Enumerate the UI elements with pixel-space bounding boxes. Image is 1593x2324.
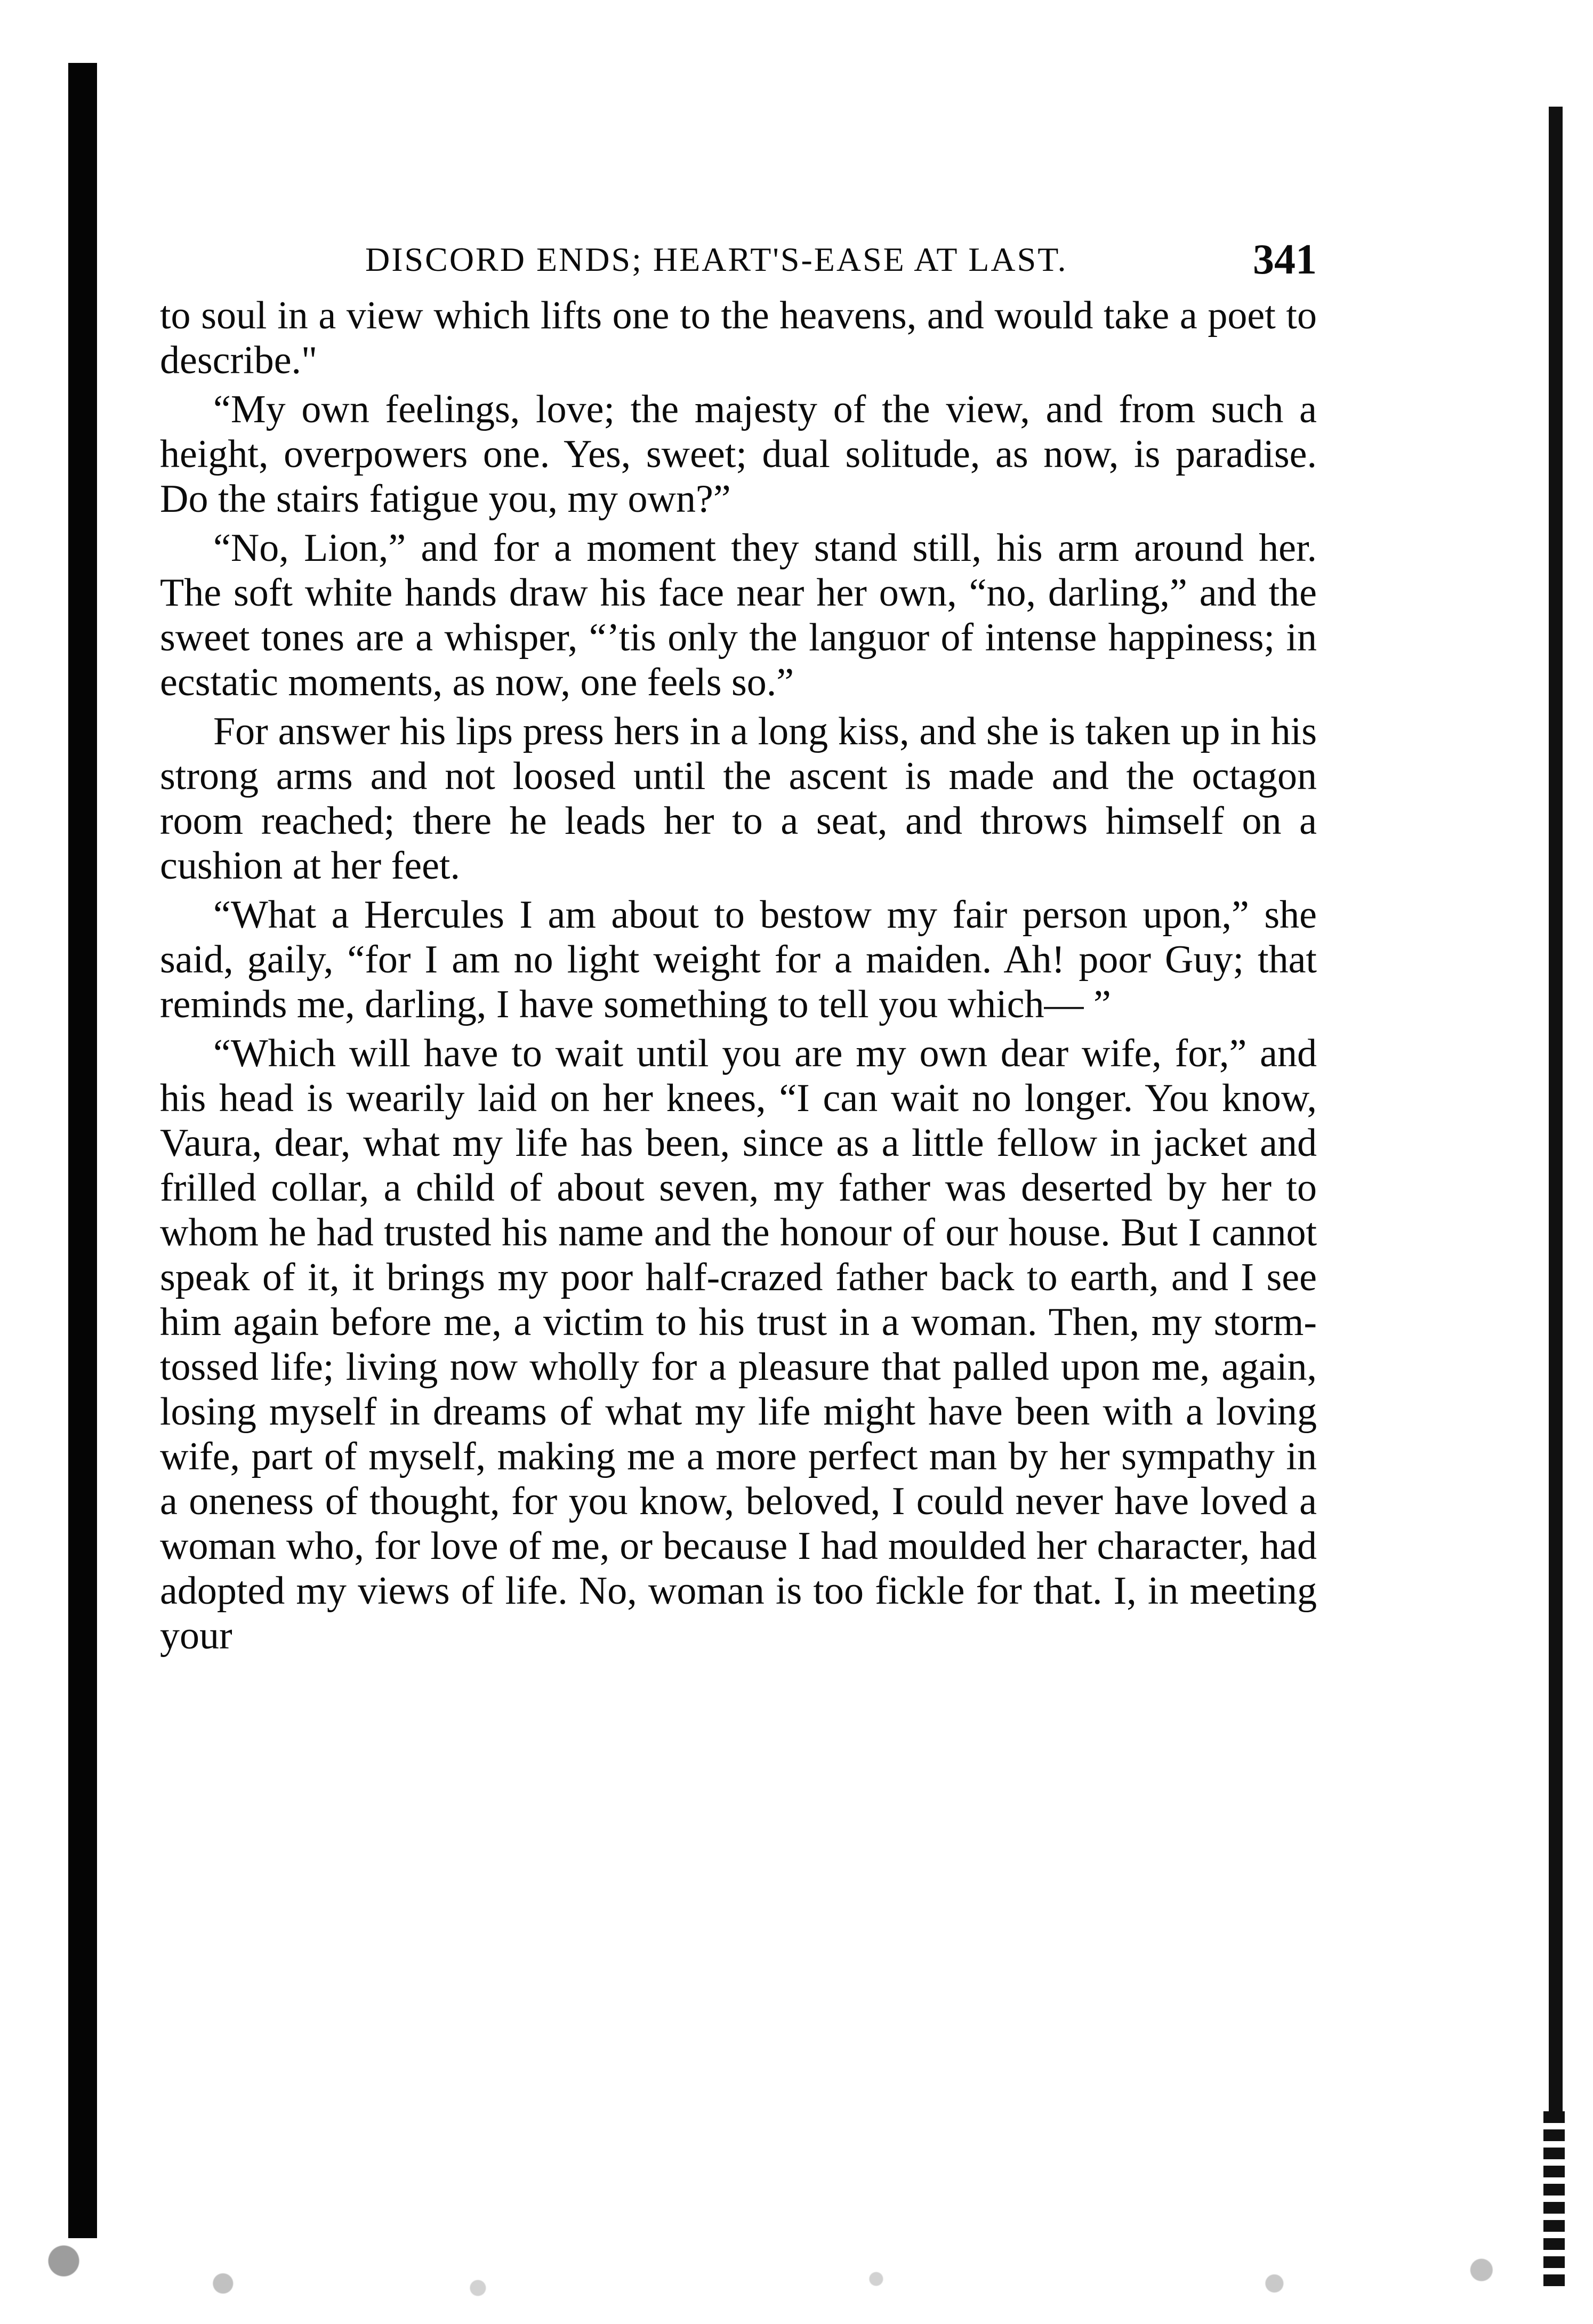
running-head bbox=[160, 224, 1317, 283]
scan-edge-right bbox=[1549, 107, 1563, 2149]
paragraph: to soul in a view which lifts one to the heavens, and would take a poet to describe." bbox=[160, 294, 1317, 382]
paragraph: For answer his lips press hers in a long kiss, and she is taken up in his strong arms and not loosed until the ascent is made and the octagon room reached; there he leads her to a seat, and throws himself on a cushion at her feet. bbox=[160, 710, 1317, 888]
paragraph: “My own feelings, love; the majesty of the view, and from such a height, overpowers one. Yes, sweet; dual solitude, as now, is paradise. Do the stairs fatigue you, my own?” bbox=[160, 388, 1317, 521]
scan-noise-bottom bbox=[0, 2234, 1593, 2324]
book-page bbox=[160, 224, 1317, 1662]
running-title: DISCORD ENDS; HEART'S-EASE AT LAST. bbox=[365, 240, 1068, 278]
paragraph: “What a Hercules I am about to bestow my fair person upon,” she said, gaily, “for I am no light weight for a maiden. Ah! poor Guy; that reminds me, darling, I have something to tell you which— ” bbox=[160, 893, 1317, 1026]
page-number: 341 bbox=[1253, 236, 1317, 283]
scan-edge-left bbox=[68, 63, 97, 2238]
paragraph: “No, Lion,” and for a moment they stand still, his arm around her. The soft white hands draw his face near her own, “no, darling,” and the sweet tones are a whisper, “’tis only the languor of intense happiness; in ecstatic moments, as now, one feels so.” bbox=[160, 526, 1317, 704]
body-text bbox=[160, 293, 1317, 1658]
paragraph: “Which will have to wait until you are my own dear wife, for,” and his head is wearily laid on her knees, “I can wait no longer. You know, Vaura, dear, what my life has been, since as a little fellow in jacket and frilled collar, a child of about seven, my father was deserted by her to whom he had trusted his name and the honour of our house. But I cannot speak of it, it brings my poor half-crazed father back to earth, and I see him again before me, a victim to his trust in a woman. Then, my storm-tossed life; living now wholly for a pleasure that palled upon me, again, losing myself in dreams of what my life might have been with a loving wife, part of myself, making me a more perfect man by her sympathy in a oneness of thought, for you know, beloved, I could never have loved a woman who, for love of me, or because I had moulded her character, had adopted my views of life. No, woman is too fickle for that. I, in meeting your bbox=[160, 1032, 1317, 1658]
